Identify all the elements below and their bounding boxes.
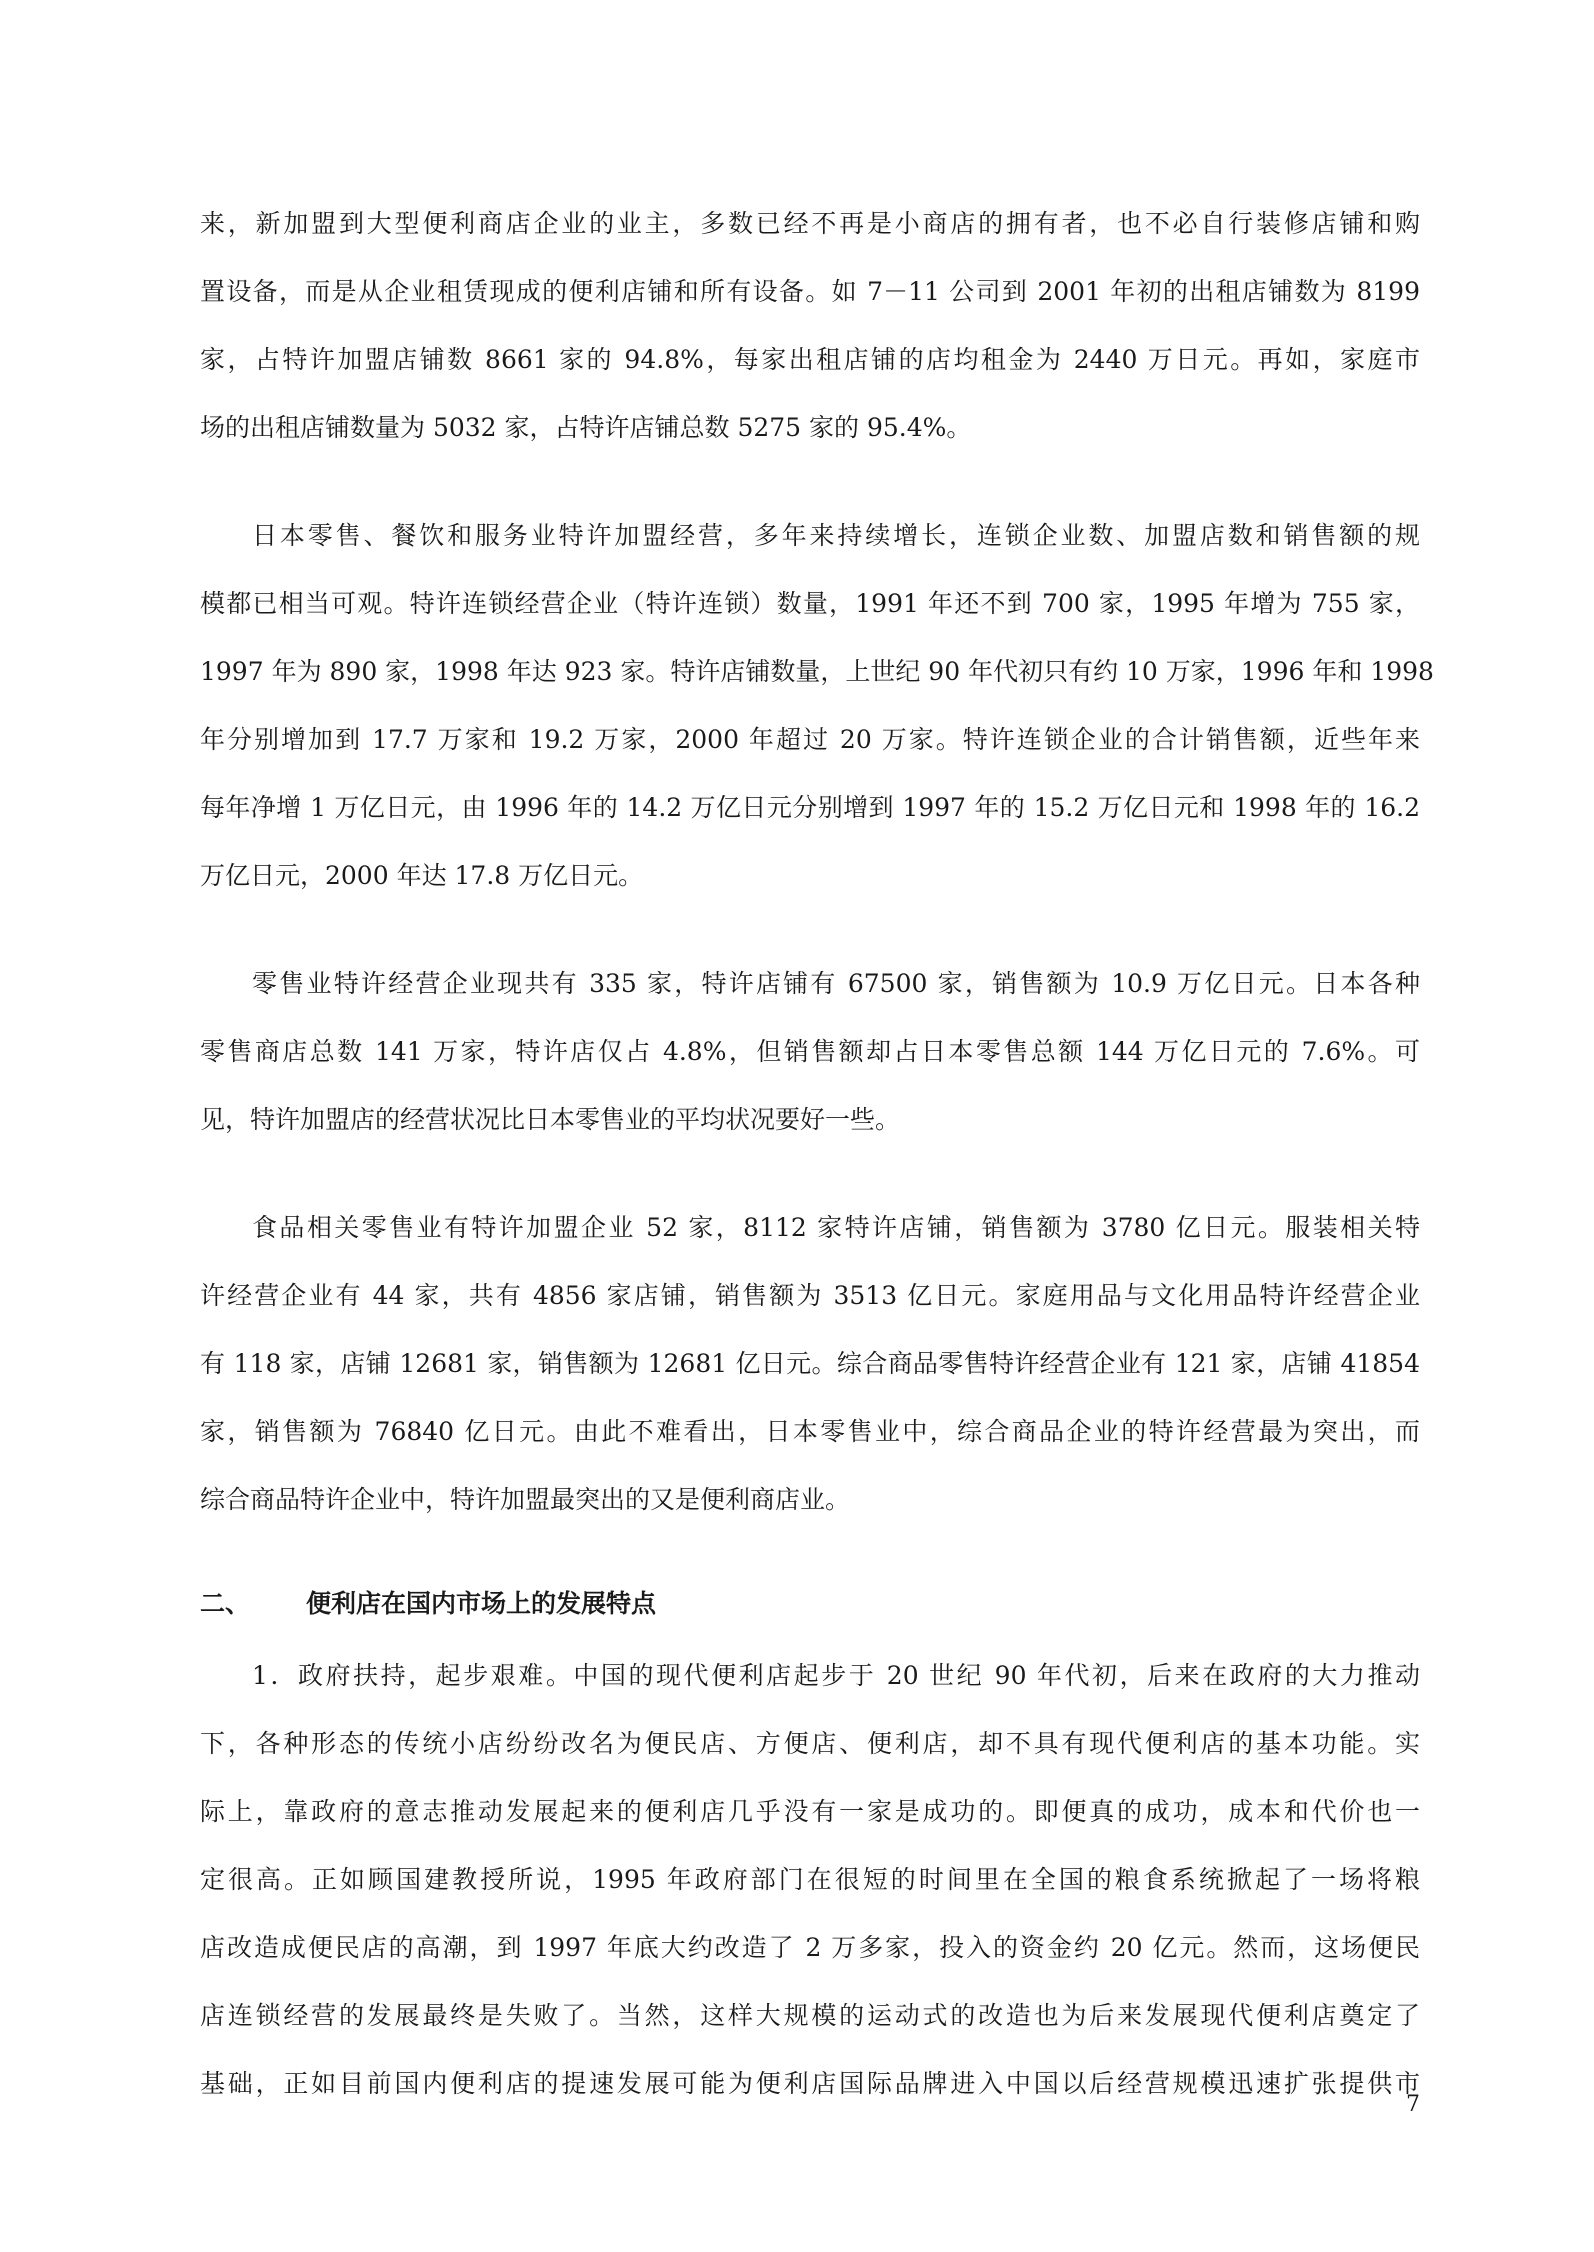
- paragraph-line: 万亿日元，2000 年达 17.8 万亿日元。: [200, 861, 644, 890]
- paragraph-line: 置设备，而是从企业租赁现成的便利店铺和所有设备。如 7－11 公司到 2001 年初的出租店铺数为 8199: [200, 277, 1420, 306]
- paragraph-line: 1．政府扶持，起步艰难。中国的现代便利店起步于 20 世纪 90 年代初，后来在政府的大力推动: [252, 1661, 1420, 1690]
- paragraph-line: 基础，正如目前国内便利店的提速发展可能为便利店国际品牌进入中国以后经营规模迅速扩张提供市: [200, 2069, 1420, 2098]
- section-heading-title: 便利店在国内市场上的发展特点: [306, 1589, 657, 1618]
- paragraph-line: 食品相关零售业有特许加盟企业 52 家，8112 家特许店铺，销售额为 3780 亿日元。服装相关特: [252, 1213, 1420, 1242]
- paragraph-line: 年分别增加到 17.7 万家和 19.2 万家，2000 年超过 20 万家。特许连锁企业的合计销售额，近些年来: [200, 725, 1420, 754]
- paragraph-line: 1997 年为 890 家，1998 年达 923 家。特许店铺数量，上世纪 90 年代初只有约 10 万家，1996 年和 1998: [200, 657, 1434, 686]
- section-heading-number: 二、: [200, 1589, 251, 1618]
- page-number: 7: [1406, 2092, 1420, 2117]
- paragraph-line: 家，销售额为 76840 亿日元。由此不难看出，日本零售业中，综合商品企业的特许经营最为突出，而: [200, 1417, 1420, 1446]
- paragraph-line: 店连锁经营的发展最终是失败了。当然，这样大规模的运动式的改造也为后来发展现代便利店奠定了: [200, 2001, 1420, 2030]
- paragraph-line: 定很高。正如顾国建教授所说，1995 年政府部门在很短的时间里在全国的粮食系统掀起了一场将粮: [200, 1865, 1420, 1894]
- paragraph-line: 下，各种形态的传统小店纷纷改名为便民店、方便店、便利店，却不具有现代便利店的基本功能。实: [200, 1729, 1420, 1758]
- paragraph-line: 零售商店总数 141 万家，特许店仅占 4.8%，但销售额却占日本零售总额 144 万亿日元的 7.6%。可: [200, 1037, 1420, 1066]
- paragraph-line: 际上，靠政府的意志推动发展起来的便利店几乎没有一家是成功的。即便真的成功，成本和代价也一: [200, 1797, 1420, 1826]
- paragraph-line: 日本零售、餐饮和服务业特许加盟经营，多年来持续增长，连锁企业数、加盟店数和销售额的规: [252, 521, 1420, 550]
- paragraph-line: 许经营企业有 44 家，共有 4856 家店铺，销售额为 3513 亿日元。家庭用品与文化用品特许经营企业: [200, 1281, 1420, 1310]
- paragraph-line: 模都已相当可观。特许连锁经营企业（特许连锁）数量，1991 年还不到 700 家，1995 年增为 755 家，: [200, 589, 1420, 618]
- paragraph-line: 零售业特许经营企业现共有 335 家，特许店铺有 67500 家，销售额为 10.9 万亿日元。日本各种: [252, 969, 1420, 998]
- paragraph-line: 有 118 家，店铺 12681 家，销售额为 12681 亿日元。综合商品零售特许经营企业有 121 家，店铺 41854: [200, 1349, 1420, 1378]
- paragraph-line: 店改造成便民店的高潮，到 1997 年底大约改造了 2 万多家，投入的资金约 20 亿元。然而，这场便民: [200, 1933, 1420, 1962]
- paragraph-line: 场的出租店铺数量为 5032 家，占特许店铺总数 5275 家的 95.4%。: [200, 413, 972, 442]
- paragraph-line: 综合商品特许企业中，特许加盟最突出的又是便利商店业。: [200, 1485, 851, 1514]
- paragraph-line: 每年净增 1 万亿日元，由 1996 年的 14.2 万亿日元分别增到 1997 年的 15.2 万亿日元和 1998 年的 16.2: [200, 793, 1420, 822]
- paragraph-line: 见，特许加盟店的经营状况比日本零售业的平均状况要好一些。: [200, 1105, 901, 1134]
- paragraph-line: 家，占特许加盟店铺数 8661 家的 94.8%，每家出租店铺的店均租金为 2440 万日元。再如，家庭市: [200, 345, 1420, 374]
- paragraph-line: 来，新加盟到大型便利商店企业的业主，多数已经不再是小商店的拥有者，也不必自行装修店铺和购: [200, 209, 1420, 238]
